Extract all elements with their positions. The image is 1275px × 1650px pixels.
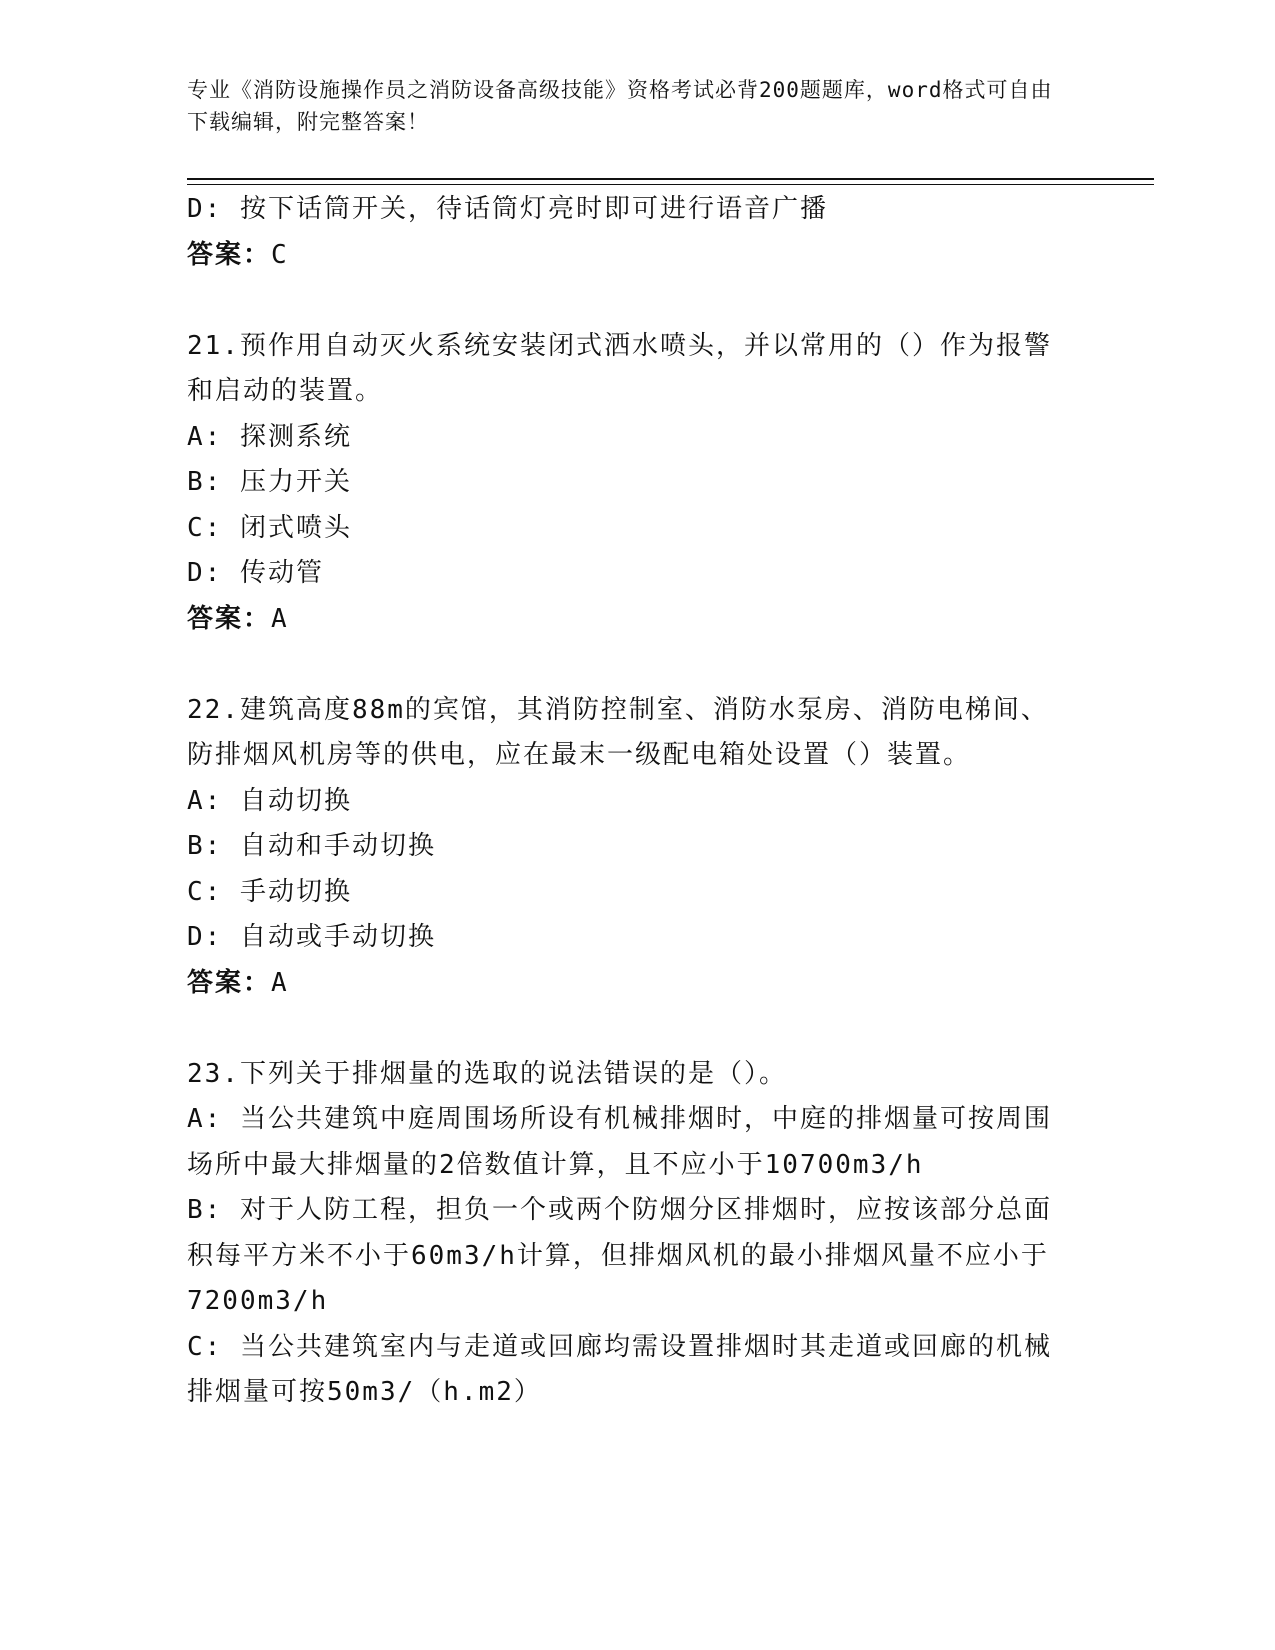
question-stem: 21.预作用自动灭火系统安装闭式洒水喷头，并以常用的（）作为报警和启动的装置。	[187, 330, 1052, 406]
question-content	[187, 187, 1067, 1416]
answer-line	[187, 233, 1067, 279]
question-block	[187, 1052, 1067, 1416]
question-stem: 22.建筑高度88m的宾馆，其消防控制室、消防水泵房、消防电梯间、防排烟风机房等的供电，应在最末一级配电箱处设置（）装置。	[187, 694, 1049, 770]
option-a: A: 自动切换	[187, 785, 352, 816]
question-block	[187, 688, 1067, 1007]
option-c: C: 当公共建筑室内与走道或回廊均需设置排烟时其走道或回廊的机械排烟量可按50m3/（h.m2）	[187, 1331, 1052, 1407]
option-b: B: 对于人防工程，担负一个或两个防烟分区排烟时，应按该部分总面积每平方米不小于60m3/h计算，但排烟风机的最小排烟风量不应小于7200m3/h	[187, 1195, 1052, 1316]
question-block	[187, 324, 1067, 643]
option-d: D: 按下话筒开关，待话筒灯亮时即可进行语音广播	[187, 194, 828, 224]
option-a: A: 当公共建筑中庭周围场所设有机械排烟时，中庭的排烟量可按周围场所中最大排烟量的2倍数值计算，且不应小于10700m3/h	[187, 1104, 1052, 1180]
answer-line	[187, 597, 1067, 643]
spacer	[187, 642, 1067, 688]
answer-value: A	[271, 967, 289, 998]
option-b: B: 压力开关	[187, 467, 352, 497]
option-a: A: 探测系统	[187, 421, 352, 452]
answer-value: C	[271, 239, 289, 270]
option-d: D: 传动管	[187, 558, 324, 588]
page-header	[187, 74, 1067, 138]
option-c: C: 手动切换	[187, 876, 352, 907]
header-rule-thin	[187, 184, 1154, 185]
answer-label: 答案：	[187, 603, 272, 634]
header-rule-thick	[187, 178, 1154, 180]
header-text: 专业《消防设施操作员之消防设备高级技能》资格考试必背200题题库，word格式可自由下载编辑，附完整答案！	[187, 78, 1053, 134]
option-d: D: 自动或手动切换	[187, 922, 436, 952]
question-stem: 23.下列关于排烟量的选取的说法错误的是（）。	[187, 1058, 787, 1089]
answer-label: 答案：	[187, 967, 272, 998]
answer-label: 答案：	[187, 239, 272, 270]
answer-value: A	[271, 603, 289, 634]
spacer	[187, 278, 1067, 324]
spacer	[187, 1006, 1067, 1052]
answer-line	[187, 961, 1067, 1007]
option-b: B: 自动和手动切换	[187, 831, 436, 861]
option-c: C: 闭式喷头	[187, 512, 352, 543]
